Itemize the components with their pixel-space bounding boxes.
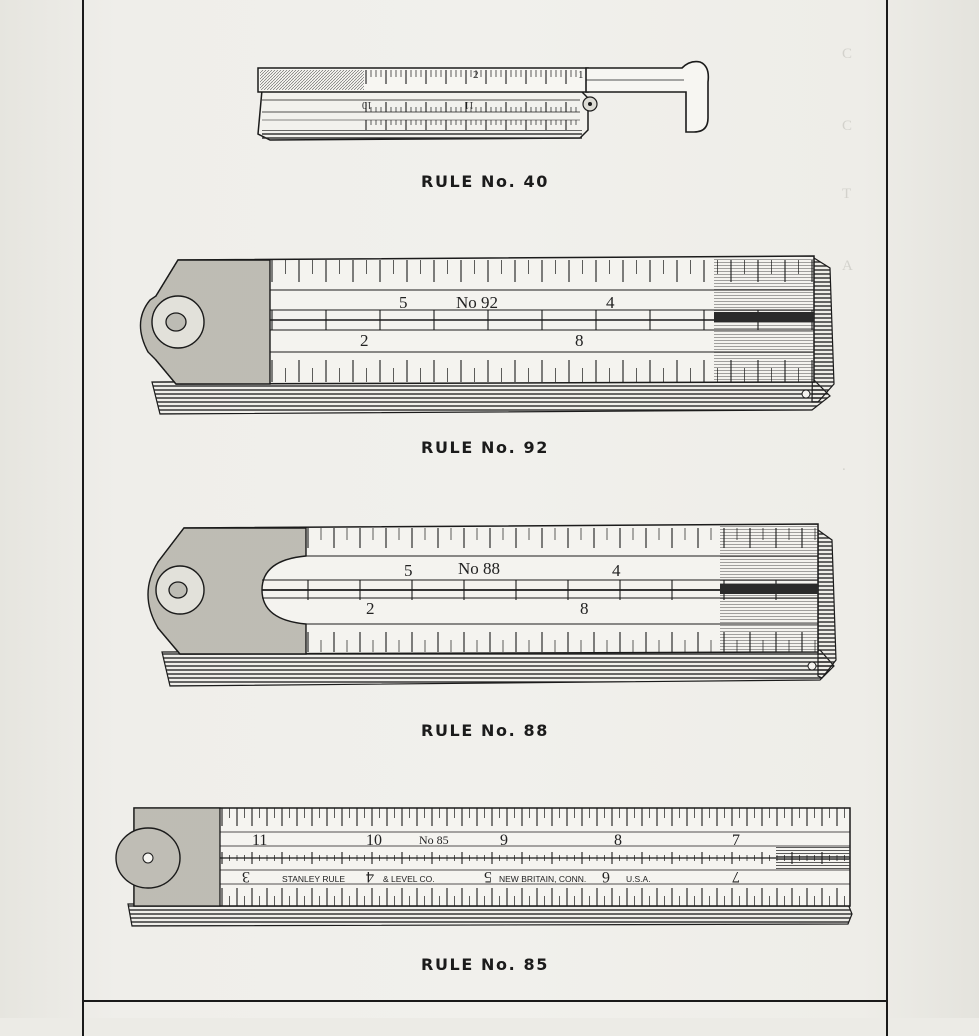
rule-85-stamp-city: NEW BRITAIN, CONN. bbox=[499, 874, 587, 884]
rule-92-number-4: 4 bbox=[606, 293, 615, 312]
rule-88-number-2: 2 bbox=[366, 599, 375, 618]
rule-92-number-2: 2 bbox=[360, 331, 369, 350]
rule-92-model-mark: No 92 bbox=[456, 293, 499, 312]
rule-85-lower-number-3: 3 bbox=[242, 868, 250, 885]
rule-88-illustration bbox=[148, 524, 836, 686]
rule-40-illustration bbox=[258, 62, 708, 140]
rule-92-number-8: 8 bbox=[575, 331, 584, 350]
rule-85-number-7: 7 bbox=[732, 832, 740, 849]
rule-85-stamp-country: U.S.A. bbox=[626, 874, 651, 884]
rule-85-lower-number-7: 7 bbox=[732, 868, 740, 885]
rule-40-slide-number-2: 2 bbox=[473, 69, 479, 81]
rule-88-number-5: 5 bbox=[404, 561, 413, 580]
rule-92-number-5: 5 bbox=[399, 293, 408, 312]
rule-40-caption: RULE No. 40 bbox=[421, 172, 549, 191]
rule-92-illustration bbox=[140, 256, 834, 414]
rule-40-lower-number-10: 10 bbox=[362, 99, 372, 110]
rule-85-caption: RULE No. 85 bbox=[421, 955, 549, 974]
rule-85-number-10: 10 bbox=[366, 832, 382, 849]
rule-85-lower-number-5: 5 bbox=[484, 868, 492, 885]
rule-85-number-8: 8 bbox=[614, 832, 622, 849]
rule-85-stamp-maker: STANLEY RULE bbox=[282, 874, 345, 884]
rule-85-model-mark: No 85 bbox=[419, 833, 449, 847]
catalog-page: C C T A . 2 1 10 11 5 No 92 4 2 8 5 No 88 4 2 8 11 10 No 85 9 8 7 3 4 5 6 7 STANLEY RULE & LEVEL CO. NEW BRITAIN, CONN. U.S.A. RULE No. 40 RULE No. 92 RULE No. 88 RULE No. 85 bbox=[0, 0, 979, 1018]
rule-88-number-8: 8 bbox=[580, 599, 589, 618]
rule-88-caption: RULE No. 88 bbox=[421, 721, 549, 740]
rule-85-lower-number-6: 6 bbox=[602, 868, 610, 885]
rule-85-lower-number-4: 4 bbox=[366, 868, 374, 885]
rule-85-illustration bbox=[116, 808, 852, 926]
rule-88-model-mark: No 88 bbox=[458, 559, 501, 578]
rule-88-number-4: 4 bbox=[612, 561, 621, 580]
section-divider bbox=[82, 1000, 888, 1002]
rule-85-number-11: 11 bbox=[252, 832, 268, 849]
rule-85-number-9: 9 bbox=[500, 832, 508, 849]
rule-85-stamp-company: & LEVEL CO. bbox=[383, 874, 435, 884]
rule-92-caption: RULE No. 92 bbox=[421, 438, 549, 457]
rule-40-slide-number-1: 1 bbox=[578, 69, 584, 81]
rule-40-lower-number-11: 11 bbox=[464, 99, 474, 110]
